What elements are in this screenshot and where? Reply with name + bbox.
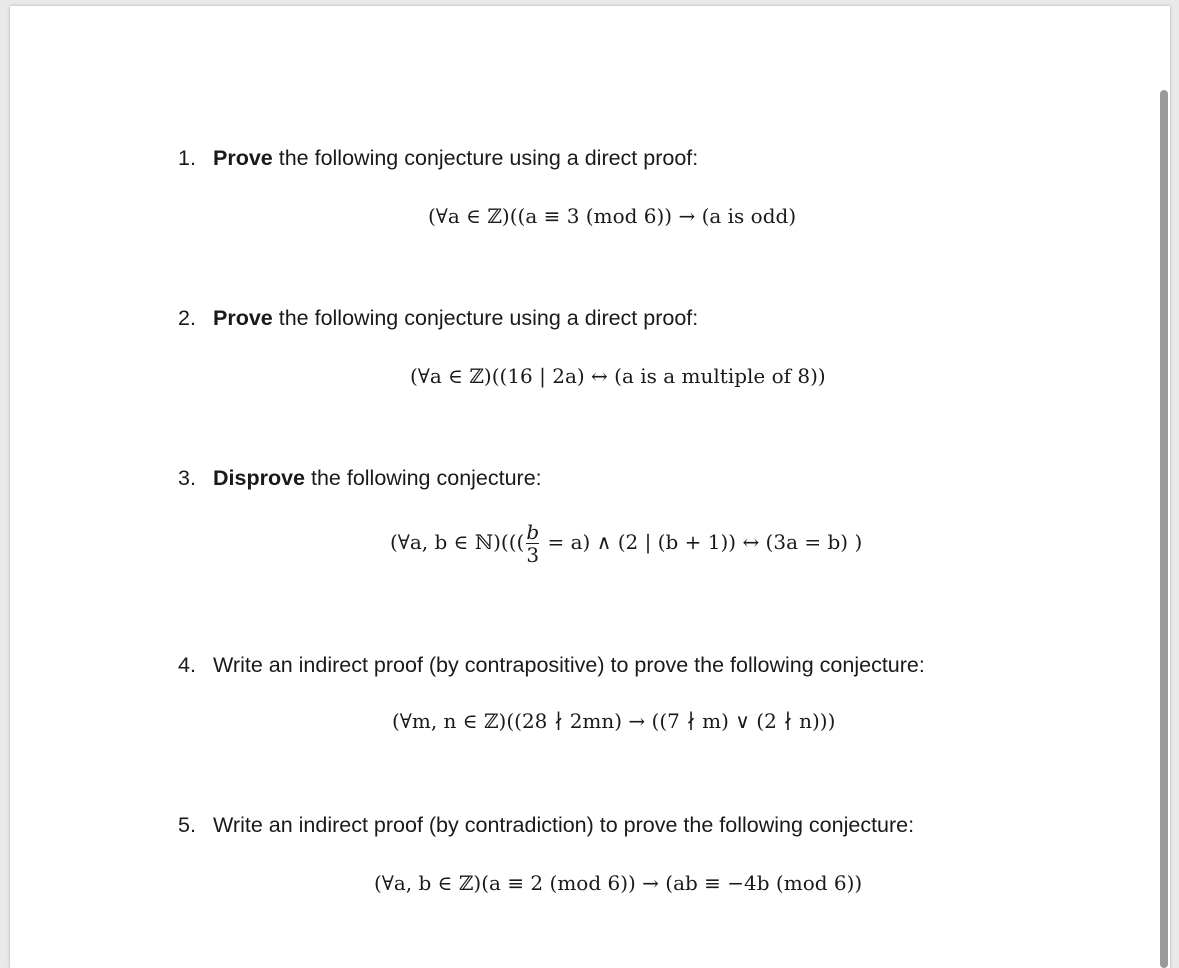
formula-prefix: (∀a, b ∈ ℕ)((( — [390, 530, 525, 554]
fraction-denominator: 3 — [526, 543, 540, 567]
conjecture-formula — [392, 709, 1179, 733]
conjecture-formula — [410, 364, 1179, 388]
fraction-numerator: b — [526, 520, 540, 544]
formula-text: (∀a ∈ ℤ)((a ≡ 3 (mod 6)) → (a is odd) — [428, 204, 797, 228]
problem-4 — [178, 653, 1078, 733]
problem-keyword: Prove — [213, 146, 273, 170]
conjecture-formula — [374, 871, 1179, 895]
formula-text: (∀m, n ∈ ℤ)((28 ∤ 2mn) → ((7 ∤ m) ∨ (2 ∤ n))) — [392, 709, 836, 733]
problem-number: 1. — [178, 146, 196, 170]
problem-prompt — [178, 813, 1078, 838]
problem-5 — [178, 813, 1078, 895]
problem-prompt — [178, 466, 1078, 491]
problem-text: the following conjecture using a direct proof: — [272, 306, 699, 330]
problem-3 — [178, 466, 1078, 567]
fraction — [526, 522, 539, 565]
formula-text: (∀a, b ∈ ℤ)(a ≡ 2 (mod 6)) → (ab ≡ −4b (mod 6)) — [374, 871, 863, 895]
formula-suffix: = a) ∧ (2 | (b + 1)) ↔ (3a = b) ) — [541, 530, 863, 554]
problem-keyword: Disprove — [213, 466, 306, 490]
formula-text: (∀a ∈ ℤ)((16 | 2a) ↔ (a is a multiple of 8)) — [410, 364, 826, 388]
problem-keyword: Prove — [213, 306, 273, 330]
problem-1 — [178, 146, 1078, 228]
problem-prompt — [178, 306, 1078, 331]
problem-2 — [178, 306, 1078, 388]
problem-text: the following conjecture: — [305, 466, 542, 490]
vertical-scrollbar[interactable] — [1160, 90, 1168, 968]
conjecture-formula — [390, 522, 1179, 565]
problem-prompt — [178, 146, 1078, 171]
problem-number: 4. — [178, 653, 196, 677]
conjecture-formula — [428, 204, 1179, 228]
document-page — [10, 6, 1170, 968]
problem-number: 5. — [178, 813, 196, 837]
problem-text: Write an indirect proof (by contrapositive) to prove the following conjecture: — [213, 653, 925, 677]
problem-number: 3. — [178, 466, 196, 490]
problem-text: Write an indirect proof (by contradiction) to prove the following conjecture: — [213, 813, 915, 837]
problem-number: 2. — [178, 306, 196, 330]
problem-text: the following conjecture using a direct proof: — [272, 146, 699, 170]
problem-prompt — [178, 653, 1078, 678]
